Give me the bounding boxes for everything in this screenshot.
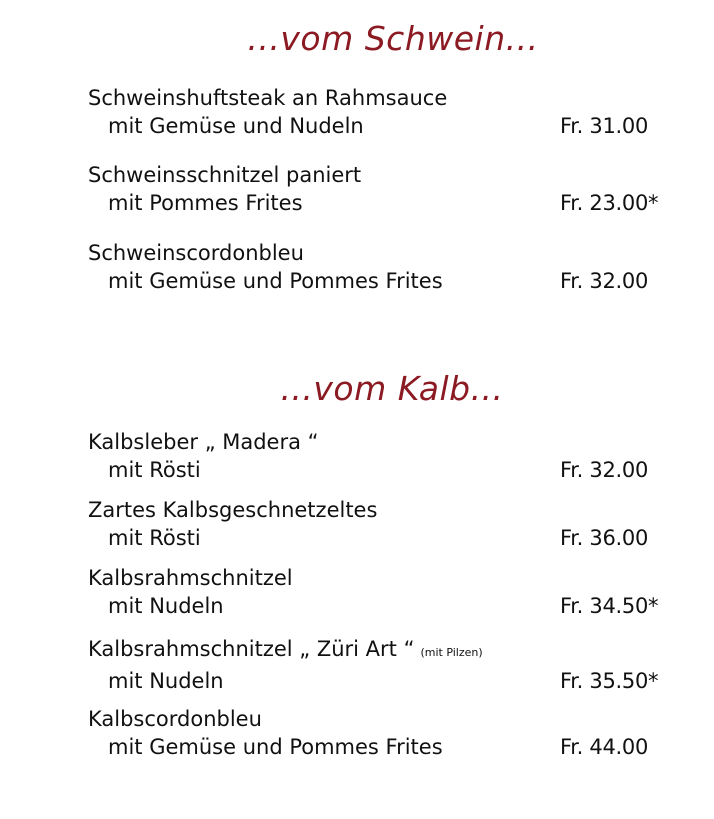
menu-item — [88, 496, 688, 552]
dish-price: Fr. 32.00 — [560, 269, 649, 293]
section-title-kalb: ...vom Kalb... — [280, 369, 504, 408]
dish-detail: mit Rösti — [108, 526, 201, 550]
menu-item — [88, 564, 688, 620]
menu-item — [88, 161, 688, 217]
menu-item — [88, 428, 688, 484]
dish-detail: mit Nudeln — [108, 669, 224, 693]
dish-detail: mit Nudeln — [108, 594, 224, 618]
dish-detail: mit Pommes Frites — [108, 191, 303, 215]
menu-item — [88, 239, 688, 295]
dish-detail: mit Gemüse und Nudeln — [108, 114, 364, 138]
dish-name: Schweinsschnitzel paniert — [88, 163, 362, 187]
dish-name: Kalbscordonbleu — [88, 707, 262, 731]
dish-price: Fr. 36.00 — [560, 526, 649, 550]
menu-item — [88, 84, 688, 140]
dish-name: Kalbsrahmschnitzel „ Züri Art “ — [88, 637, 415, 661]
menu-item — [88, 705, 688, 761]
dish-name-row — [88, 635, 688, 667]
dish-name: Kalbsrahmschnitzel — [88, 566, 293, 590]
dish-detail: mit Rösti — [108, 458, 201, 482]
menu-item — [88, 635, 688, 695]
dish-price: Fr. 35.50* — [560, 669, 659, 693]
section-title-schwein: ...vom Schwein... — [247, 19, 539, 58]
dish-price: Fr. 23.00* — [560, 191, 659, 215]
dish-name: Schweinshuftsteak an Rahmsauce — [88, 86, 448, 110]
dish-detail: mit Gemüse und Pommes Frites — [108, 269, 443, 293]
dish-price: Fr. 31.00 — [560, 114, 649, 138]
dish-price: Fr. 44.00 — [560, 735, 649, 759]
dish-name: Schweinscordonbleu — [88, 241, 304, 265]
dish-note: (mit Pilzen) — [420, 646, 483, 659]
dish-price: Fr. 32.00 — [560, 458, 649, 482]
dish-name: Zartes Kalbsgeschnetzeltes — [88, 498, 378, 522]
dish-detail: mit Gemüse und Pommes Frites — [108, 735, 443, 759]
dish-name: Kalbsleber „ Madera “ — [88, 430, 319, 454]
dish-price: Fr. 34.50* — [560, 594, 659, 618]
